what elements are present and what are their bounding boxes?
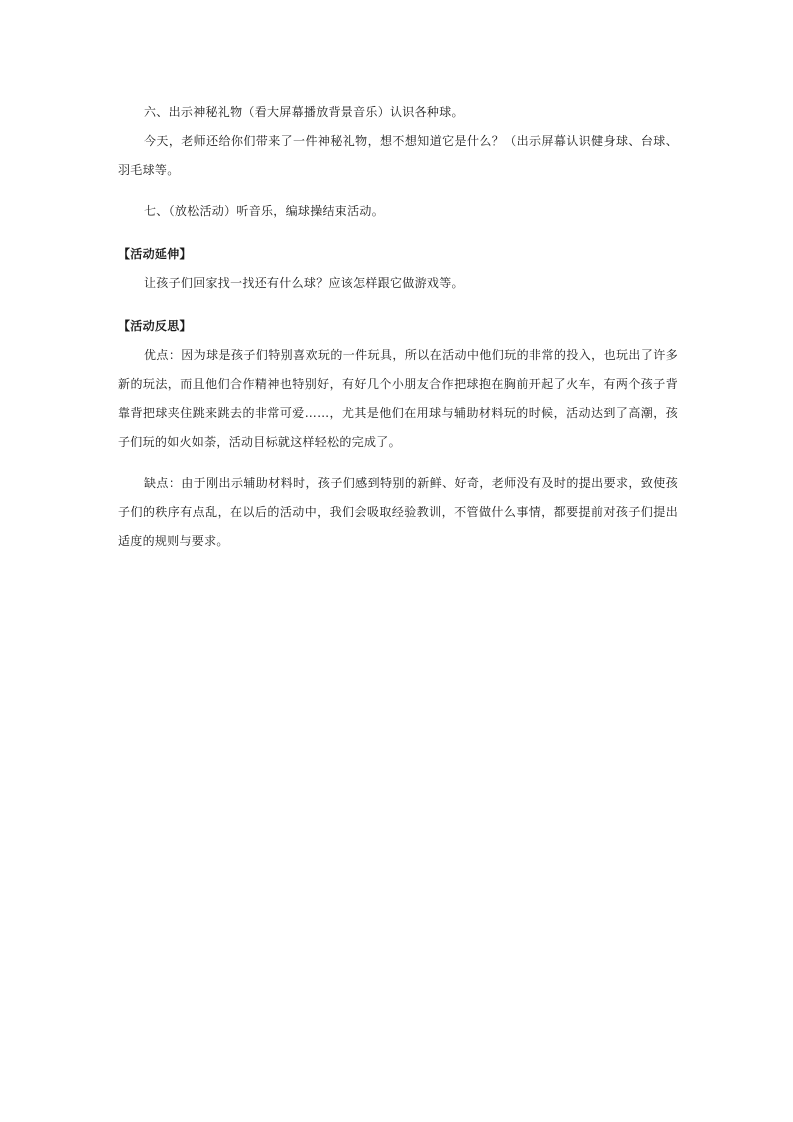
reflection-disadvantages: 缺点：由于刚出示辅助材料时，孩子们感到特别的新鲜、好奇，老师没有及时的提出要求，致使孩子们的秩序有点乱，在以后的活动中，我们会吸取经验教训，不管做什么事情，都要提前对孩子们提出适度的规则与要求。	[118, 476, 678, 548]
step6-title: 六、出示神秘礼物（看大屏幕播放背景音乐）认识各种球。	[144, 105, 464, 119]
step6-body: 今天，老师还给你们带来了一件神秘礼物，想不想知道它是什么？（出示屏幕认识健身球、台球、羽毛球等。	[118, 134, 678, 177]
spacer	[118, 457, 678, 469]
step7-title: 七、（放松活动）听音乐，编球操结束活动。	[144, 204, 385, 218]
spacer	[118, 226, 678, 240]
reflection-heading: 【活动反思】	[118, 319, 192, 333]
document-content	[118, 98, 678, 556]
spacer	[118, 298, 678, 312]
extension-heading: 【活动延伸】	[118, 247, 192, 261]
extension-body: 让孩子们回家找一找还有什么球？应该怎样跟它做游戏等。	[144, 276, 464, 290]
spacer	[118, 185, 678, 197]
reflection-advantages: 优点：因为球是孩子们特别喜欢玩的一件玩具，所以在活动中他们玩的非常的投入，也玩出了许多新的玩法，而且他们合作精神也特别好，有好几个小朋友合作把球抱在胸前开起了火车，有两个孩子背靠背把球夹住跳来跳去的非常可爱……，尤其是他们在用球与辅助材料玩的时候，活动达到了高潮，孩子们玩的如火如荼，活动目标就这样轻松的完成了。	[118, 348, 678, 449]
